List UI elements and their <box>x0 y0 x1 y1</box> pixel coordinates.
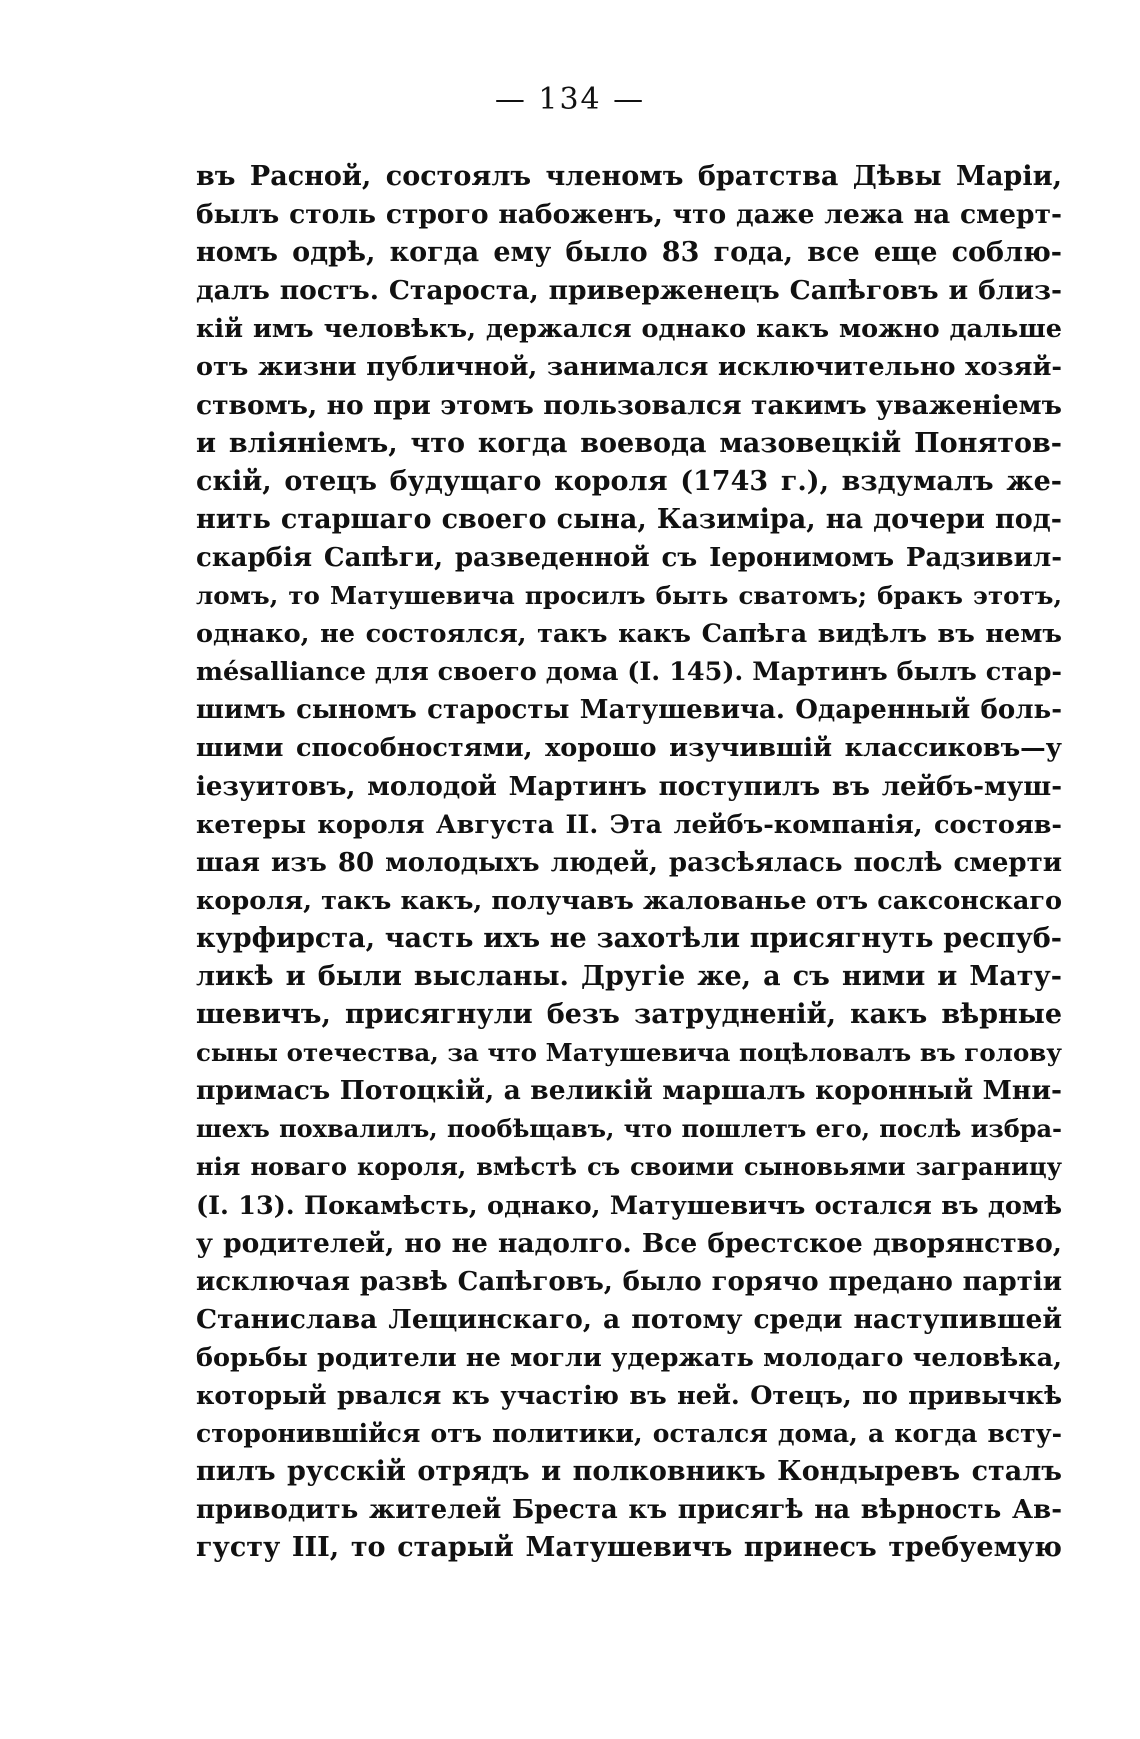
text-line: приводить жителей Бреста къ присягѣ на вѣрность Ав- <box>196 1495 1062 1526</box>
text-line: (I. 13). Покамѣсть, однако, Матушевичъ остался въ домѣ <box>196 1190 1062 1221</box>
text-line: густу III, то старый Матушевичъ принесъ требуемую <box>196 1532 1062 1564</box>
text-line: скій, отецъ будущаго короля (1743 г.), вздумалъ же- <box>196 465 1062 497</box>
text-line: ломъ, то Матушевича просилъ быть сватомъ; бракъ этотъ, <box>196 581 1062 611</box>
text-line: кій имъ человѣкъ, держался однако какъ можно дальше <box>196 314 1062 345</box>
text-line: ликѣ и были высланы. Другіе же, а съ ними и Мату- <box>196 960 1062 992</box>
text-line: mésalliance для своего дома (I. 145). Мартинъ былъ стар- <box>196 657 1062 688</box>
text-line: ствомъ, но при этомъ пользовался такимъ уваженіемъ <box>196 389 1062 421</box>
page-number: — 134 — <box>494 82 646 117</box>
text-line: шими способностями, хорошо изучившій классиковъ—у <box>196 733 1062 764</box>
text-line: нить старшаго своего сына, Казиміра, на дочери под- <box>196 503 1062 535</box>
text-line: отъ жизни публичной, занимался исключительно хозяй- <box>196 352 1062 383</box>
text-line: іезуитовъ, молодой Мартинъ поступилъ въ лейбъ-муш- <box>196 771 1062 802</box>
text-line: кетеры короля Августа II. Эта лейбъ-компанія, состояв- <box>196 809 1062 840</box>
text-line: шевичъ, присягнули безъ затрудненій, какъ вѣрные <box>196 999 1062 1031</box>
text-line: Станислава Лещинскаго, а потому среди наступившей <box>196 1303 1062 1335</box>
text-line: исключая развѣ Сапѣговъ, было горячо предано партіи <box>196 1266 1062 1297</box>
text-line: курфирста, часть ихъ не захотѣли присягнуть респуб- <box>196 922 1062 954</box>
text-line: у родителей, но не надолго. Все брестское дворянство, <box>196 1227 1062 1259</box>
text-line: въ Расной, состоялъ членомъ братства Дѣвы Маріи, <box>196 161 1062 192</box>
text-line: былъ столь строго набоженъ, что даже лежа на смерт- <box>196 199 1062 231</box>
text-line: сторонившійся отъ политики, остался дома, а когда всту- <box>196 1419 1062 1449</box>
text-line: сыны отечества, за что Матушевича поцѣловалъ въ голову <box>196 1038 1062 1068</box>
text-line: скарбія Сапѣги, разведенной съ Іеронимомъ Радзивил- <box>196 542 1062 573</box>
text-line: примасъ Потоцкій, а великій маршалъ коронный Мни- <box>196 1075 1062 1107</box>
text-line: номъ одрѣ, когда ему было 83 года, все еще соблю- <box>196 237 1062 269</box>
text-line: который рвался къ участію въ ней. Отецъ, по привычкѣ <box>196 1381 1062 1411</box>
text-line: однако, не состоялся, такъ какъ Сапѣга видѣлъ въ немъ <box>196 619 1062 650</box>
text-line: короля, такъ какъ, получавъ жалованье отъ саксонскаго <box>196 885 1062 916</box>
body-text <box>196 158 1062 1567</box>
text-line: пилъ русскій отрядъ и полковникъ Кондыревъ сталъ <box>196 1456 1062 1488</box>
text-line: шехъ похвалилъ, пообѣщавъ, что пошлетъ его, послѣ избра- <box>196 1114 1062 1144</box>
text-line: шая изъ 80 молодыхъ людей, разсѣялась послѣ смерти <box>196 847 1062 878</box>
text-line: далъ постъ. Староста, приверженецъ Сапѣговъ и близ- <box>196 275 1062 307</box>
text-line: и вліяніемъ, что когда воевода мазовецкій Понятов- <box>196 427 1062 459</box>
text-line: борьбы родители не могли удержать молодаго человѣка, <box>196 1342 1062 1373</box>
text-line: нія новаго короля, вмѣстѣ съ своими сыновьями заграницу <box>196 1152 1062 1182</box>
text-line: шимъ сыномъ старосты Матушевича. Одаренный боль- <box>196 695 1062 726</box>
